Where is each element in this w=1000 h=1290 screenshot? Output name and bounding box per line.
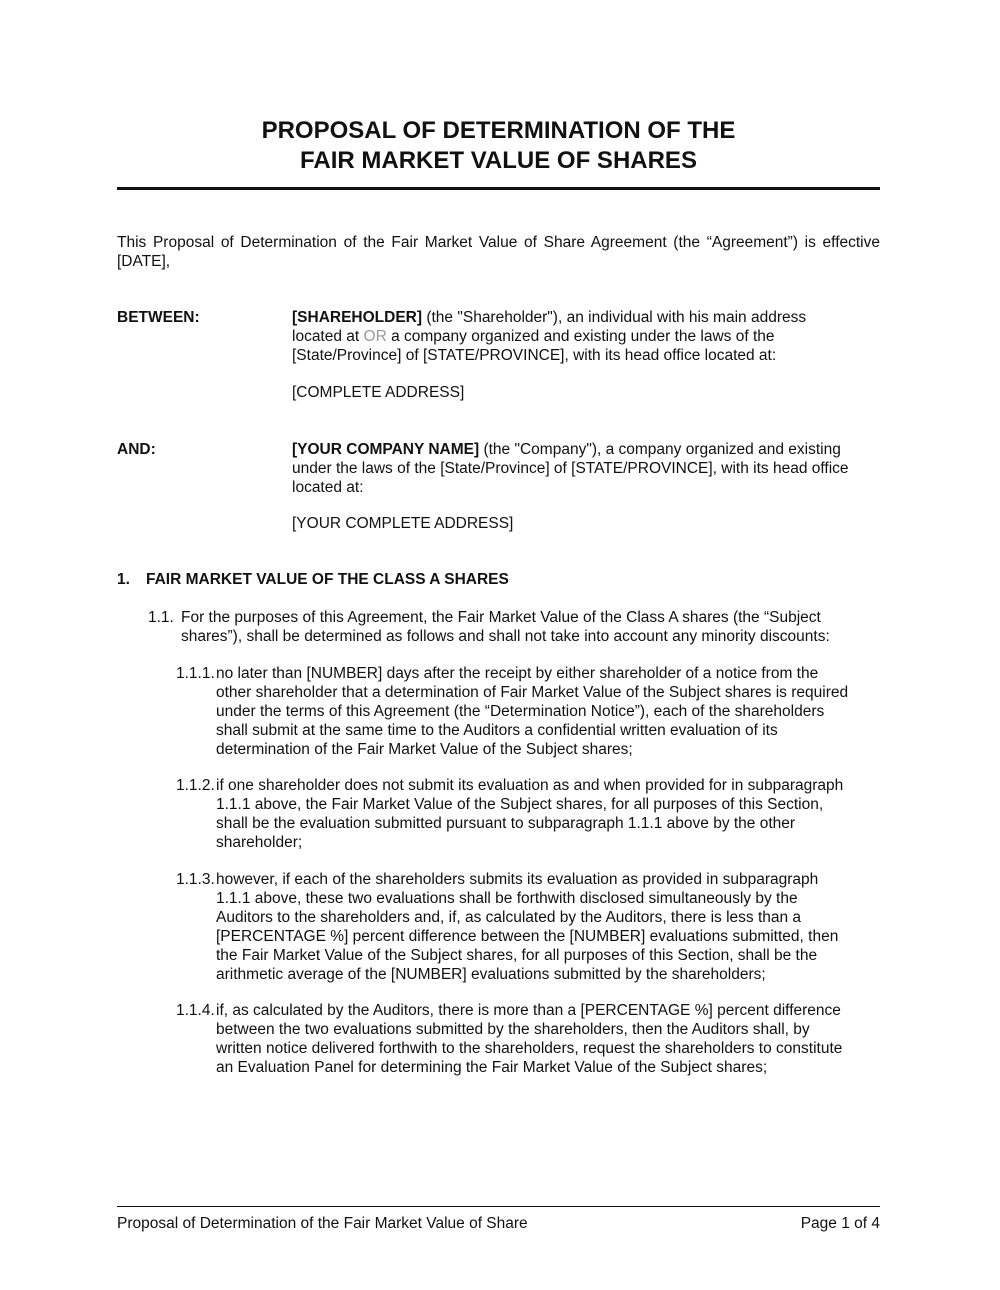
title-line-1: PROPOSAL OF DETERMINATION OF THE [261,117,736,144]
between-line-2a: located at [292,328,364,345]
section-1-number: 1. [117,571,130,588]
clause-line: no later than [NUMBER] days after the receipt by either shareholder of a notice from the [216,665,819,682]
shareholder-address: [COMPLETE ADDRESS] [292,384,465,401]
clause-number: 1.1.3. [176,871,215,888]
clause-line: arithmetic average of the [NUMBER] evaluations submitted by the shareholders; [216,966,766,983]
clause-1-1-3 [176,870,891,984]
and-label: AND: [117,441,156,458]
clause-1-1 [148,608,888,646]
clause-1-1-4 [176,1001,891,1077]
clause-line: however, if each of the shareholders submits its evaluation as provided in subparagraph [216,871,819,888]
clause-line: under the terms of this Agreement (the “Determination Notice”), each of the shareholders [216,703,825,720]
clause-line: shares”), shall be determined as follows and shall not take into account any minority discounts: [181,628,830,645]
clause-line: shall submit at the same time to the Auditors a confidential written evaluation of its [216,722,778,739]
company-name: [YOUR COMPANY NAME] [292,441,480,458]
clause-line: if, as calculated by the Auditors, there is more than a [PERCENTAGE %] percent difference [216,1002,841,1019]
clause-line: [PERCENTAGE %] percent difference between the [NUMBER] evaluations submitted, then [216,928,839,945]
and-line-2: under the laws of the [State/Province] of [STATE/PROVINCE], with its head office [292,460,849,477]
between-line-2b: a company organized and existing under the laws of the [386,328,775,345]
section-1-heading [117,570,509,589]
intro-paragraph: This Proposal of Determination of the Fair Market Value of Share Agreement (the “Agreement”) is effective [DATE], [117,234,880,270]
and-line-1: (the "Company"), a company organized and existing [479,441,841,458]
between-line-1: (the "Shareholder"), an individual with his main address [422,309,807,326]
footer-divider [117,1206,880,1207]
and-line-3: located at: [292,479,364,496]
clause-line: 1.1.1 above, the Fair Market Value of the Subject shares, for all purposes of this Section, [216,796,824,813]
clause-line: an Evaluation Panel for determining the Fair Market Value of the Subject shares; [216,1059,768,1076]
between-party-text [292,308,882,365]
clause-line: Auditors to the shareholders and, if, as calculated by the Auditors, there is less than a [216,909,802,926]
clause-line: 1.1.1 above, these two evaluations shall be forthwith disclosed simultaneously by the [216,890,798,907]
clause-number: 1.1.1. [176,665,215,682]
and-party-text [292,440,882,497]
footer-document-title: Proposal of Determination of the Fair Market Value of Share [117,1215,528,1232]
document-title [117,116,880,176]
title-divider [117,187,880,190]
section-1-title: FAIR MARKET VALUE OF THE CLASS A SHARES [146,571,509,588]
clause-number: 1.1. [148,609,174,626]
clause-line: For the purposes of this Agreement, the Fair Market Value of the Class A shares (the “Subject [181,609,821,626]
clause-number: 1.1.2. [176,777,215,794]
clause-line: the Fair Market Value of the Subject shares, for all purposes of this Section, shall be the [216,947,818,964]
clause-line: determination of the Fair Market Value of the Subject shares; [216,741,633,758]
clause-line: between the two evaluations submitted by the shareholders, then the Auditors shall, by [216,1021,810,1038]
clause-line: shall be the evaluation submitted pursuant to subparagraph 1.1.1 above by the other [216,815,796,832]
company-address: [YOUR COMPLETE ADDRESS] [292,515,514,532]
shareholder-name: [SHAREHOLDER] [292,309,423,326]
title-line-2: FAIR MARKET VALUE OF SHARES [300,147,697,174]
clause-number: 1.1.4. [176,1002,215,1019]
clause-line: shareholder; [216,834,303,851]
clause-1-1-2 [176,776,891,852]
clause-line: if one shareholder does not submit its evaluation as and when provided for in subparagraph [216,777,844,794]
clause-line: other shareholder that a determination of Fair Market Value of the Subject shares is required [216,684,849,701]
between-label: BETWEEN: [117,309,200,326]
or-marker: OR [363,328,387,345]
footer-page-number: Page 1 of 4 [800,1215,880,1232]
clause-1-1-1 [176,664,891,759]
clause-line: written notice delivered forthwith to the shareholders, request the shareholders to constitute [216,1040,843,1057]
between-line-3: [State/Province] of [STATE/PROVINCE], with its head office located at: [292,347,777,364]
